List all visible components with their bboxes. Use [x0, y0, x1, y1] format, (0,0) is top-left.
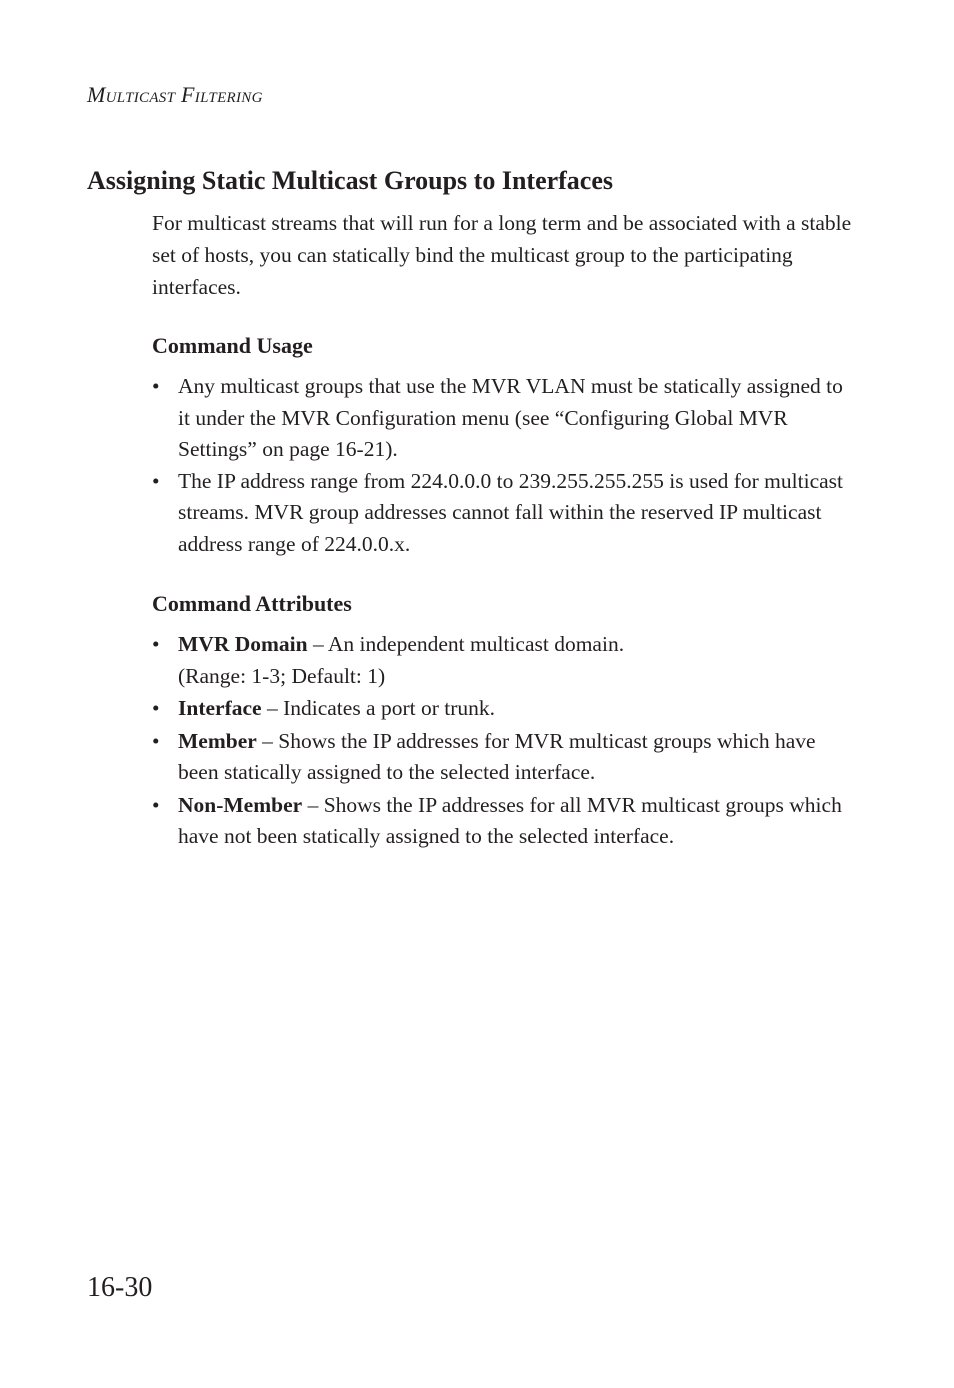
attribute-item-mvr-domain — [152, 629, 852, 692]
attribute-term: MVR Domain — [178, 632, 308, 656]
running-head: Multicast Filtering — [87, 82, 263, 107]
attribute-term: Interface — [178, 696, 262, 720]
attribute-term: Non-Member — [178, 792, 303, 817]
command-usage-list — [152, 371, 852, 560]
command-usage-heading: Command Usage — [152, 333, 313, 358]
attribute-item-non-member — [152, 790, 852, 853]
command-attributes-heading: Command Attributes — [152, 591, 352, 616]
page-number: 16-30 — [87, 1272, 153, 1303]
attribute-description: – An independent multicast domain. — [307, 632, 625, 656]
attribute-description: – Shows the IP addresses for all MVR multicast groups which have not been statically assigned to the selected interface. — [178, 792, 842, 848]
section-title: Assigning Static Multicast Groups to Interfaces — [87, 166, 614, 195]
attribute-range: (Range: 1-3; Default: 1) — [178, 663, 386, 688]
attribute-term: Member — [178, 728, 257, 753]
attribute-description: – Indicates a port or trunk. — [261, 696, 496, 720]
usage-item: • The IP address range from 224.0.0.0 to 239.255.255.255 is used for multicast streams. MVR group addresses cannot fall within the reserved IP multicast address range of 224.0.0.x. — [152, 466, 852, 561]
usage-item: • Any multicast groups that use the MVR VLAN must be statically assigned to it under the MVR Configuration menu (see “Configuring Global MVR Settings” on page 16-21). — [152, 371, 852, 466]
attribute-item-member — [152, 726, 852, 789]
intro-paragraph: For multicast streams that will run for a long term and be associated with a stable set of hosts, you can statically bind the multicast group to the participating interfaces. — [152, 211, 852, 299]
attribute-description: – Shows the IP addresses for MVR multicast groups which have been statically assigned to the selected interface. — [178, 728, 816, 784]
command-attributes-list — [152, 629, 852, 853]
attribute-item-interface — [152, 693, 852, 725]
